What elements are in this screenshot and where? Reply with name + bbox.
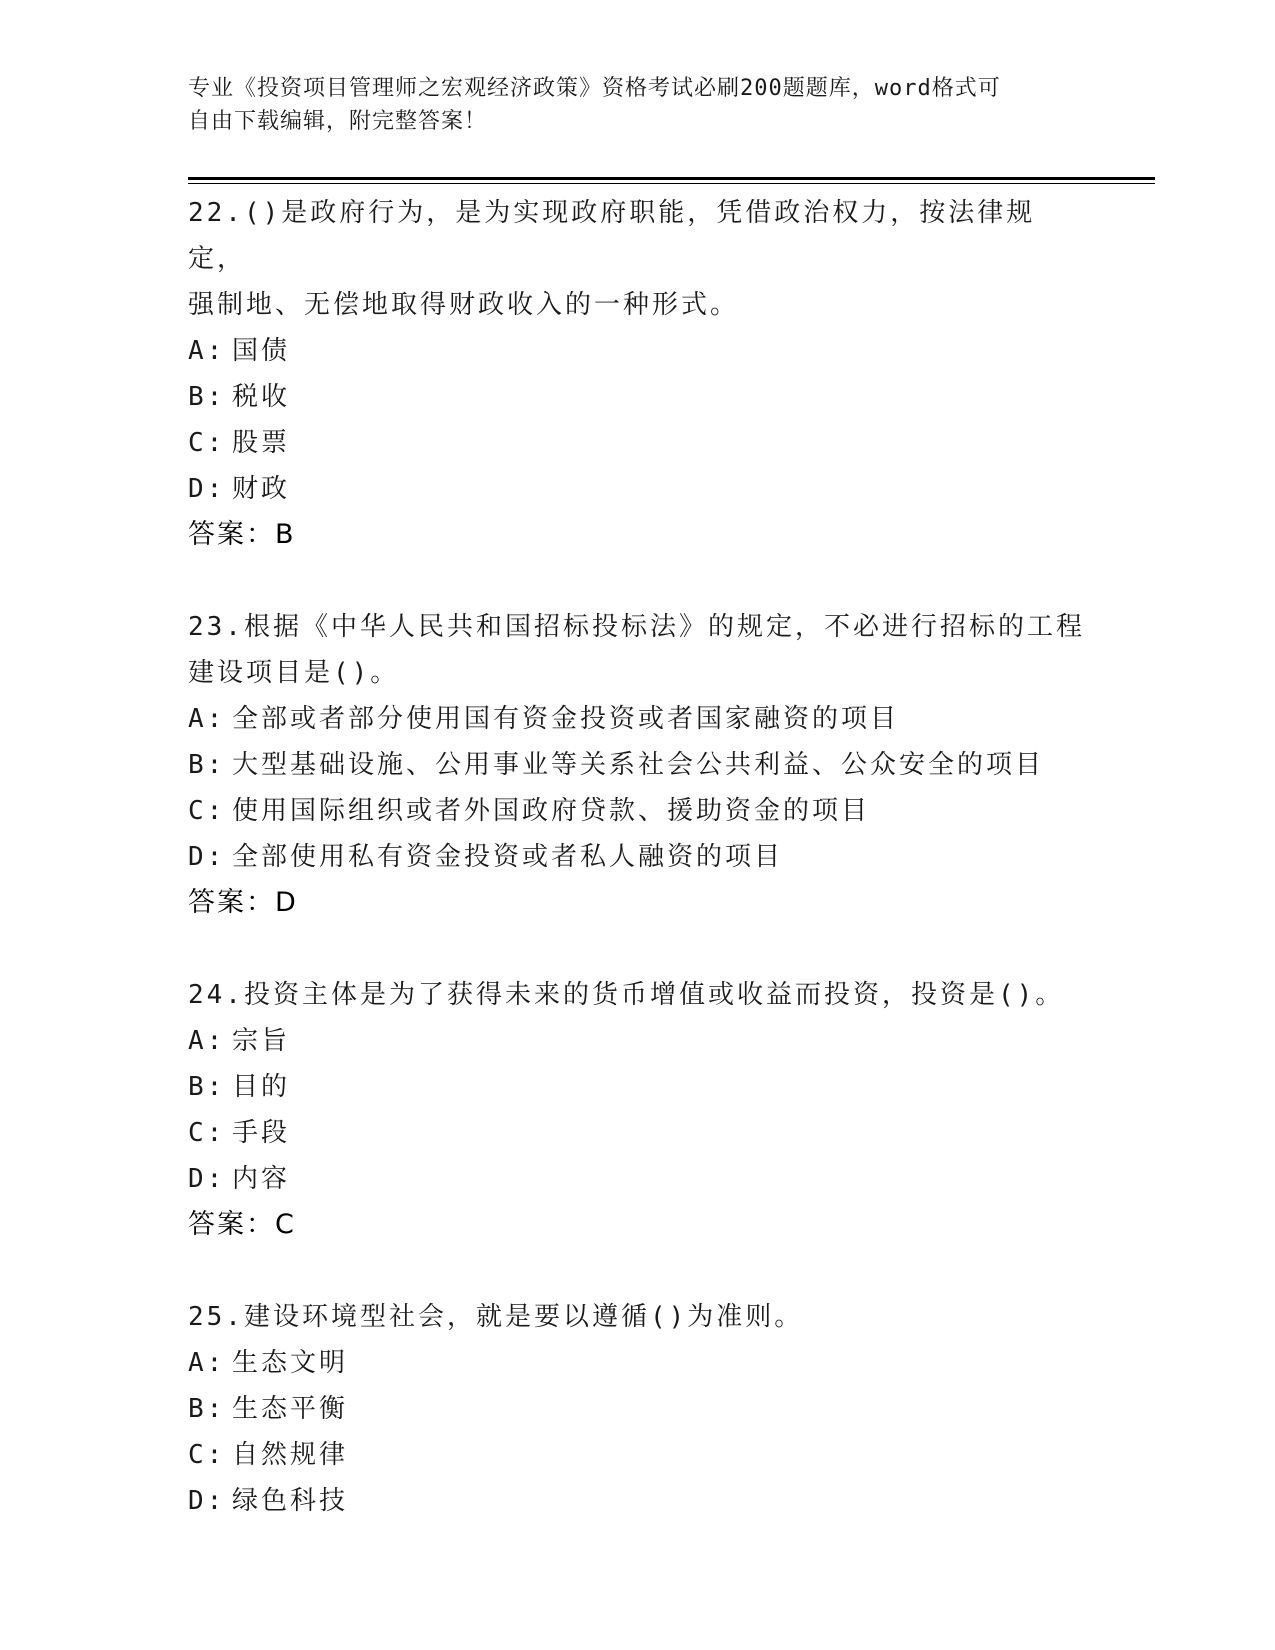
option-letter: A:	[188, 1348, 226, 1378]
option-letter: B:	[188, 750, 226, 780]
question-stem-line-2: 建设项目是()。	[188, 658, 400, 688]
option-text: 使用国际组织或者外国政府贷款、援助资金的项目	[232, 796, 871, 826]
question-stem	[188, 1294, 1088, 1340]
option-a	[188, 1340, 1088, 1386]
option-letter: B:	[188, 382, 226, 412]
option-letter: C:	[188, 428, 226, 458]
option-text: 股票	[232, 428, 291, 458]
header-line-1: 专业《投资项目管理师之宏观经济政策》资格考试必刷200题题库，word格式可	[188, 76, 1001, 101]
option-letter: B:	[188, 1394, 226, 1424]
option-d	[188, 834, 1088, 880]
option-text: 全部使用私有资金投资或者私人融资的项目	[232, 842, 784, 872]
question-list	[188, 190, 1088, 1570]
option-a	[188, 328, 1088, 374]
option-text: 大型基础设施、公用事业等关系社会公共利益、公众安全的项目	[232, 750, 1045, 780]
question-stem	[188, 972, 1088, 1018]
option-b	[188, 742, 1088, 788]
option-c	[188, 1432, 1088, 1478]
option-b	[188, 374, 1088, 420]
option-letter: D:	[188, 474, 226, 504]
option-b	[188, 1386, 1088, 1432]
option-letter: A:	[188, 336, 226, 366]
question-stem-line-1: 25.建设环境型社会，就是要以遵循()为准则。	[188, 1302, 804, 1332]
option-letter: B:	[188, 1072, 226, 1102]
option-text: 手段	[232, 1118, 291, 1148]
option-d	[188, 1478, 1088, 1524]
option-text: 宗旨	[232, 1026, 291, 1056]
option-d	[188, 1156, 1088, 1202]
option-c	[188, 420, 1088, 466]
option-letter: D:	[188, 1486, 226, 1516]
option-text: 国债	[232, 336, 291, 366]
question-stem	[188, 190, 1088, 328]
option-a	[188, 696, 1088, 742]
answer-text: 答案：D	[188, 887, 298, 918]
option-a	[188, 1018, 1088, 1064]
question-stem	[188, 604, 1088, 696]
option-text: 绿色科技	[232, 1486, 349, 1516]
question-stem-line-2: 强制地、无偿地取得财政收入的一种形式。	[188, 290, 740, 320]
answer-text: 答案：B	[188, 519, 296, 550]
document-header	[188, 72, 1088, 138]
option-text: 财政	[232, 474, 291, 504]
option-letter: C:	[188, 796, 226, 826]
option-text: 全部或者部分使用国有资金投资或者国家融资的项目	[232, 704, 900, 734]
header-rule-thin	[188, 183, 1155, 184]
option-letter: D:	[188, 842, 226, 872]
question-stem-line-1: 23.根据《中华人民共和国招标投标法》的规定，不必进行招标的工程	[188, 612, 1085, 642]
option-letter: C:	[188, 1440, 226, 1470]
option-b	[188, 1064, 1088, 1110]
question-25	[188, 1294, 1088, 1524]
question-23	[188, 604, 1088, 926]
question-stem-line-1: 22.()是政府行为，是为实现政府职能，凭借政治权力，按法律规定，	[188, 198, 1036, 274]
option-c	[188, 1110, 1088, 1156]
header-rule-thick	[188, 177, 1155, 180]
option-letter: D:	[188, 1164, 226, 1194]
option-text: 目的	[232, 1072, 291, 1102]
option-d	[188, 466, 1088, 512]
option-text: 生态平衡	[232, 1394, 349, 1424]
option-letter: A:	[188, 704, 226, 734]
option-c	[188, 788, 1088, 834]
question-24	[188, 972, 1088, 1248]
header-line-2: 自由下载编辑，附完整答案！	[188, 109, 488, 134]
option-text: 内容	[232, 1164, 291, 1194]
option-text: 生态文明	[232, 1348, 349, 1378]
option-letter: A:	[188, 1026, 226, 1056]
option-text: 税收	[232, 382, 291, 412]
question-stem-line-1: 24.投资主体是为了获得未来的货币增值或收益而投资，投资是()。	[188, 980, 1065, 1010]
option-letter: C:	[188, 1118, 226, 1148]
question-22	[188, 190, 1088, 558]
answer-text: 答案：C	[188, 1209, 296, 1240]
option-text: 自然规律	[232, 1440, 349, 1470]
